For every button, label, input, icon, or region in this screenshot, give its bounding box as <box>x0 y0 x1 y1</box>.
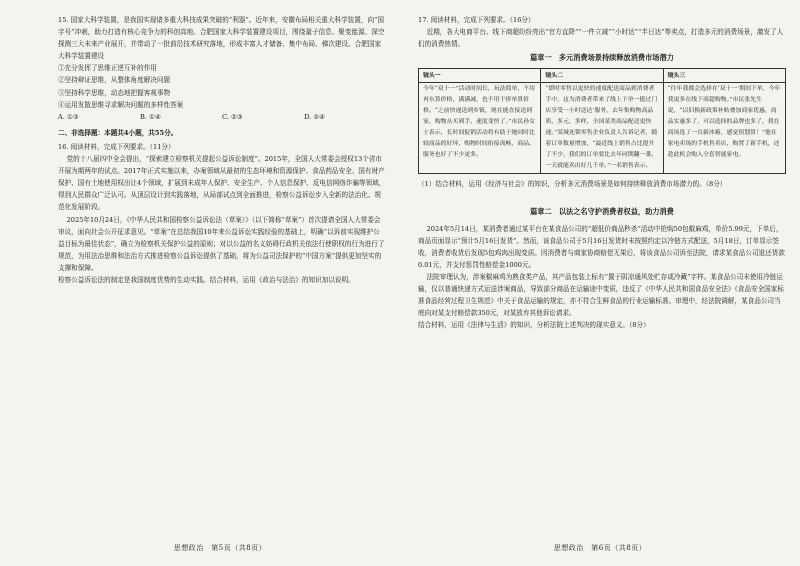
section-heading: 二、非选择题：本题共4小题，共55分。 <box>58 128 178 137</box>
lens-text-3: “往年我都会选择在‘双十一’期间下单，今年我更多在线下商超购物。”市民张先生说，“以旧换新政策补贴叠加商家优惠，商品实惠多了，可以选择的品牌也多了，我在商场选了一台新冰箱，感觉很划算！”他在家电卖场的手机售卖店，购置了新手机，还趁此机会购入全套智能家电。 <box>663 83 785 174</box>
q17-ask-2: 结合材料，运用《法律与生活》的知识，分析法院上述判决的现实意义。（8分） <box>418 321 650 330</box>
lens-header-2: 镜头二 <box>541 69 663 83</box>
choice-c[interactable]: C. ②③ <box>222 112 243 121</box>
q15-stem: 15. 国家大科学装置，是我国实现诸多重大科技成果突破的“利器”。近年来，安徽布局相关重大科学装置，向“国字号”冲刺，助力打造有核心竞争力的科创高地。合肥国家大科学装置建设项目，围绕量子信息、聚变能源、深空探测三大未来产业展开，并带动了一批前沿技术研究落地，形成丰富人才储备、集中布局、梯次建设。合肥国家大科学装置建设 <box>58 16 385 61</box>
q15-option-2: ②坚持辩证思维，从整体角度解决问题 <box>58 76 171 85</box>
lens-table <box>418 68 786 174</box>
right-page-footer: 思想政治 第6页（共8页） <box>553 543 647 552</box>
choice-d[interactable]: D. ②④ <box>304 112 326 121</box>
q15-choices <box>58 111 386 123</box>
q16-head: 16. 阅读材料，完成下列要求。（11分） <box>58 142 175 151</box>
q15-option-3: ③坚持科学思维，动态地把握客观事物 <box>58 88 171 97</box>
question-17 <box>418 14 786 331</box>
chapter-1-title: 篇章一 多元消费场景持续释放消费市场潜力 <box>530 53 674 63</box>
q17-ask-1: （1）结合材料，运用《经济与社会》的知识，分析多元消费场景是如何持续释放消费市场潜力的。（8分） <box>418 180 727 189</box>
q15-option-4: ④运用发散思维寻求解决问题的多样性答案 <box>58 100 184 109</box>
q17-head: 17. 阅读材料，完成下列要求。（16分） <box>418 16 535 24</box>
lens-header-row <box>419 69 786 83</box>
q15-option-1: ①充分发挥了思维正逆互补的作用 <box>58 64 157 73</box>
question-15 <box>58 14 386 123</box>
q16-para-2: 2025年10月24日，《中华人民共和国检察公益诉讼法（草案）》（以下简称“草案”）首次提请全国人大常委会审议，面向社会公开征求意见。“草案”在总结我国10年来公益诉讼实践经验的基础上，明确“以诉前实现维护公益目标为最佳状态”，确立为检察机关保护公益的原则；对以公益的名义妨碍行政机关依法行使职权的行为进行了规范，为用法治思维和法治方式推进检察公益诉讼提供了基础，将为公益司法保护的“中国方案”提供更加坚实的支撑和保障。 <box>58 215 385 272</box>
q17-intro: 近期，各大电商平台、线下商超纷纷亮出“官方直降”“一件立减”“小时达”“半日达”等卖点，打造多元的消费场景，激发了人们的消费热情。 <box>418 28 784 49</box>
lens-header-1: 镜头一 <box>419 69 541 83</box>
lens-header-3: 镜头三 <box>663 69 785 83</box>
question-16 <box>58 141 386 286</box>
case-para-1: 2024年5月14日，某消费者通过某平台在某食品公司的“超低价商品秒杀”活动中抢购50包椒麻鸡，单价5.99元，下单后，商品页面显示“预计5月16日发货”。然而，该食品公司于5月16日发货时未按照约定以冷链方式配送，5月18日，订单显示签收，消费者收货后发现5包鸡肉出现变质。因消费者与商家协商赔偿无果后，将该食品公司诉至法院，请求某食品公司退还货款0.01元，并支付惩罚性赔偿金1000元。 <box>418 224 785 269</box>
q16-para-1: 党的十八届四中全会提出，“探索建立检察机关提起公益诉讼制度”。2015年，全国人大常委会授权13个省市开展为期两年的试点。2017年正式实施以来，办案领域从最初的生态环境和资源保护、食品药品安全、国有财产保护、国有土地使用权出让4个领域，扩展到未成年人保护、安全生产、个人信息保护、反电信网络诈骗等领域，得到人民群众广泛认可。从顶层设计到实践落地，从局部试点到全面推进，检察公益诉讼步入全新的法治化、规范化发展阶段。 <box>58 155 386 212</box>
left-page-footer: 思想政治 第5页（共8页） <box>173 543 267 552</box>
chapter-2-title: 篇章二 以法之名守护消费者权益，助力消费 <box>530 207 674 217</box>
case-para-2: 法院审理认为，涉案椒麻鸡为熟食类产品，其产品包装上标有“置于阴凉通风处贮存或冷藏”字样。某食品公司未使用冷链运输，仅以普通快递方式运送涉案商品，导致部分商品在运输途中变质，违反了《中华人民共和国食品安全法》《食品安全国家标准食品经营过程卫生规范》中关于食品运输的规定，亦不符合生鲜食品的行业运输标准。审理中，经法院调解，某食品公司当庭向对某支付赔偿款350元，对某放弃其他诉讼请求。 <box>418 272 784 318</box>
lens-text-2: “即时零售以更快的速度配送商品到消费者手中，这为消费者带来了线上下单一挺过门店享受一小时送达’服务，去年集购物高品质、多元、多样，全国某类商品配送更快速。”某城连锁零售企业负责人告诉记者，随着订单数量增加，“最近线上销售占比提升了不少，我们的订单要比去年同期翻一番，一天就能卖出好几千单。”一名销售表示。 <box>541 83 663 174</box>
choice-b[interactable]: B. ①④ <box>140 112 161 121</box>
q16-ask: 检察公益诉讼法的制定是我国制度优势的生动实践。结合材料，运用《政治与法治》的知识加以说明。 <box>58 275 355 284</box>
choice-a[interactable]: A. ①③ <box>58 112 79 121</box>
right-page <box>400 0 800 566</box>
lens-body-row <box>419 83 786 174</box>
lens-text-1: 今年“双十一”活动时间长，玩法简单，不用再东算价格，满满减，也不用于拼单算价格。“之前快递送到乡镇，现在能直接送到家，购物从买到手，速度变快了。”市民孙女士表示，长时间促销活动将有助于她同时比较商品的好坏，购物时间衔接流畅，商品、服务也好了不少更多。 <box>419 83 541 174</box>
